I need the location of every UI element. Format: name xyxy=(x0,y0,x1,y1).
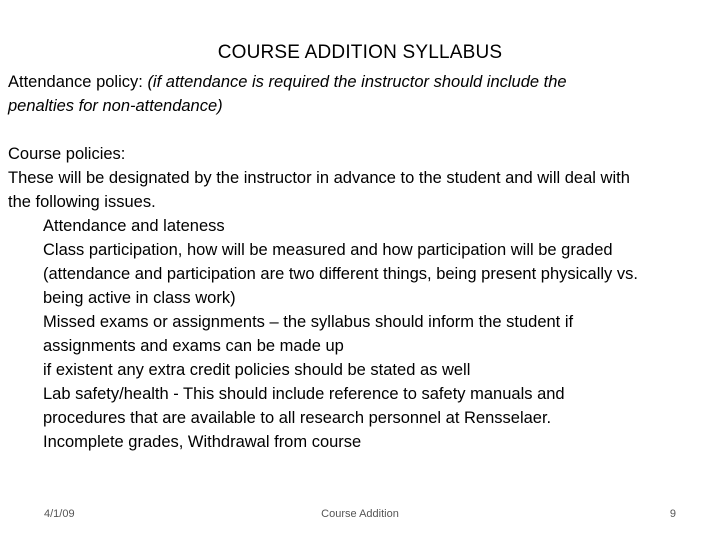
course-policies-intro-cont: the following issues. xyxy=(8,193,156,211)
slide-body xyxy=(8,70,714,454)
footer-page-number: 9 xyxy=(669,508,676,520)
policy-item: Attendance and lateness xyxy=(43,217,225,235)
policy-item: Class participation, how will be measured and how participation will be graded xyxy=(43,241,613,259)
course-policies-intro: These will be designated by the instructor in advance to the student and will deal with xyxy=(8,169,630,187)
attendance-policy-note-cont: penalties for non-attendance) xyxy=(8,97,223,115)
policy-item: assignments and exams can be made up xyxy=(43,337,344,355)
slide-title: COURSE ADDITION SYLLABUS xyxy=(217,42,503,63)
course-policies-heading: Course policies: xyxy=(8,145,126,163)
policy-item: if existent any extra credit policies should be stated as well xyxy=(43,361,471,379)
policy-item: Incomplete grades, Withdrawal from course xyxy=(43,433,362,451)
attendance-policy-heading: Attendance policy: xyxy=(8,73,143,91)
footer-title: Course Addition xyxy=(321,508,399,520)
attendance-policy-line1 xyxy=(8,70,714,94)
spacer xyxy=(8,118,714,142)
footer-date: 4/1/09 xyxy=(44,508,75,520)
policy-item: Missed exams or assignments – the syllabus should inform the student if xyxy=(43,313,574,331)
attendance-policy-note: (if attendance is required the instructor should include the xyxy=(147,73,567,91)
policy-item: procedures that are available to all research personnel at Rensselaer. xyxy=(43,409,552,427)
policy-item: (attendance and participation are two different things, being present physically vs. xyxy=(43,265,638,283)
policy-item: Lab safety/health - This should include reference to safety manuals and xyxy=(43,385,565,403)
policy-item: being active in class work) xyxy=(43,289,236,307)
